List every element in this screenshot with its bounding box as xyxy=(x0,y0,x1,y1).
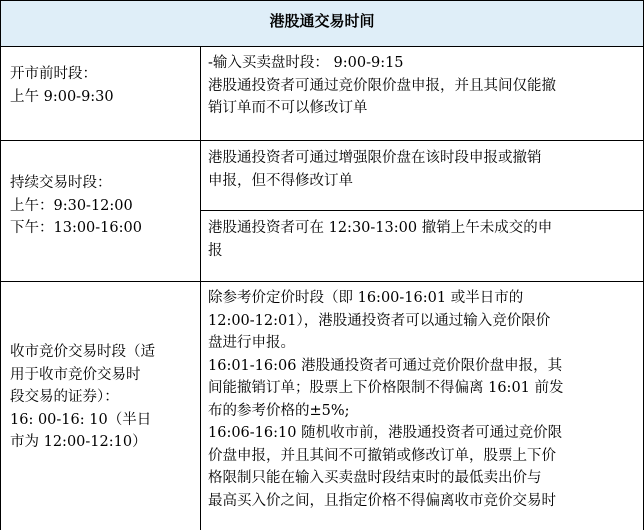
row-3-right-line: 布的参考价格的±5%; xyxy=(208,402,350,419)
row-1-right-line: 销订单而不可以修改订单 xyxy=(208,100,368,116)
row-3-right-line: 16:01-16:06 港股通投资者可通过竞价限价盘申报，其 xyxy=(208,357,563,374)
row-3-right-line: 间能撤销订单；股票上下价格限制不得偏离 16:01 前发 xyxy=(208,380,564,396)
row-3-left-line: 用于收市竞价交易时 xyxy=(10,366,141,383)
row-2-right-line: 港股通投资者可通过增强限价盘在该时段申报或撤销 xyxy=(208,150,542,166)
row-3-right-line: 格限制只能在输入买卖盘时段结束时的最低卖出价与 xyxy=(208,470,542,486)
row-divider xyxy=(200,210,644,211)
row-1-left-line: 开市前时段： xyxy=(10,66,97,82)
row-2-left-line: 持续交易时段： xyxy=(10,175,112,191)
row-3-left-line: 收市竞价交易时段（适 xyxy=(10,344,155,360)
row-3-right-line: 除参考价定价时段（即 16:00-16:01 或半日市的 xyxy=(208,290,524,306)
table-border-top xyxy=(0,0,644,1)
row-3-right-line: 盘进行申报。 xyxy=(208,335,295,351)
row-2-right-line: 申报，但不得修改订单 xyxy=(208,172,353,189)
row-1-right-line: -输入买卖盘时段： 9:00-9:15 xyxy=(208,55,404,71)
row-2-left-line: 上午：9:30-12:00 xyxy=(10,197,133,214)
row-3-right-line: 12:00-12:01），港股通投资者可以通过输入竞价限价 xyxy=(208,312,551,329)
table-title: 港股通交易时间 xyxy=(269,12,375,30)
row-1-left-line: 上午 9:00-9:30 xyxy=(10,88,114,105)
row-2-right-line: 港股通投资者可在 12:30-13:00 撤销上午未成交的申 xyxy=(208,220,553,236)
table-border-left xyxy=(0,0,1,530)
row-3-left-line: 段交易的证券）： xyxy=(10,389,119,405)
row-3-right-line: 最高买入价之间，且指定价格不得偏离收市竞价交易时 xyxy=(208,492,556,509)
row-2-right-line: 报 xyxy=(208,242,223,259)
row-1-right-line: 港股通投资者可通过竞价限价盘申报，并且其间仅能撤 xyxy=(208,77,556,94)
row-3-left-line: 市为 12:00-12:10） xyxy=(10,434,147,450)
row-3-right-line: 16:06-16:10 随机收市前，港股通投资者可通过竞价限 xyxy=(208,425,563,441)
row-divider xyxy=(0,140,644,141)
row-2-left-line: 下午：13:00-16:00 xyxy=(10,220,142,236)
row-divider xyxy=(0,46,644,47)
column-divider xyxy=(200,46,201,530)
row-3-right-line: 价盘申报，并且其间不可撤销或修改订单，股票上下价 xyxy=(208,447,556,464)
row-divider xyxy=(0,281,644,282)
row-3-left-line: 16: 00-16: 10（半日 xyxy=(10,411,152,428)
